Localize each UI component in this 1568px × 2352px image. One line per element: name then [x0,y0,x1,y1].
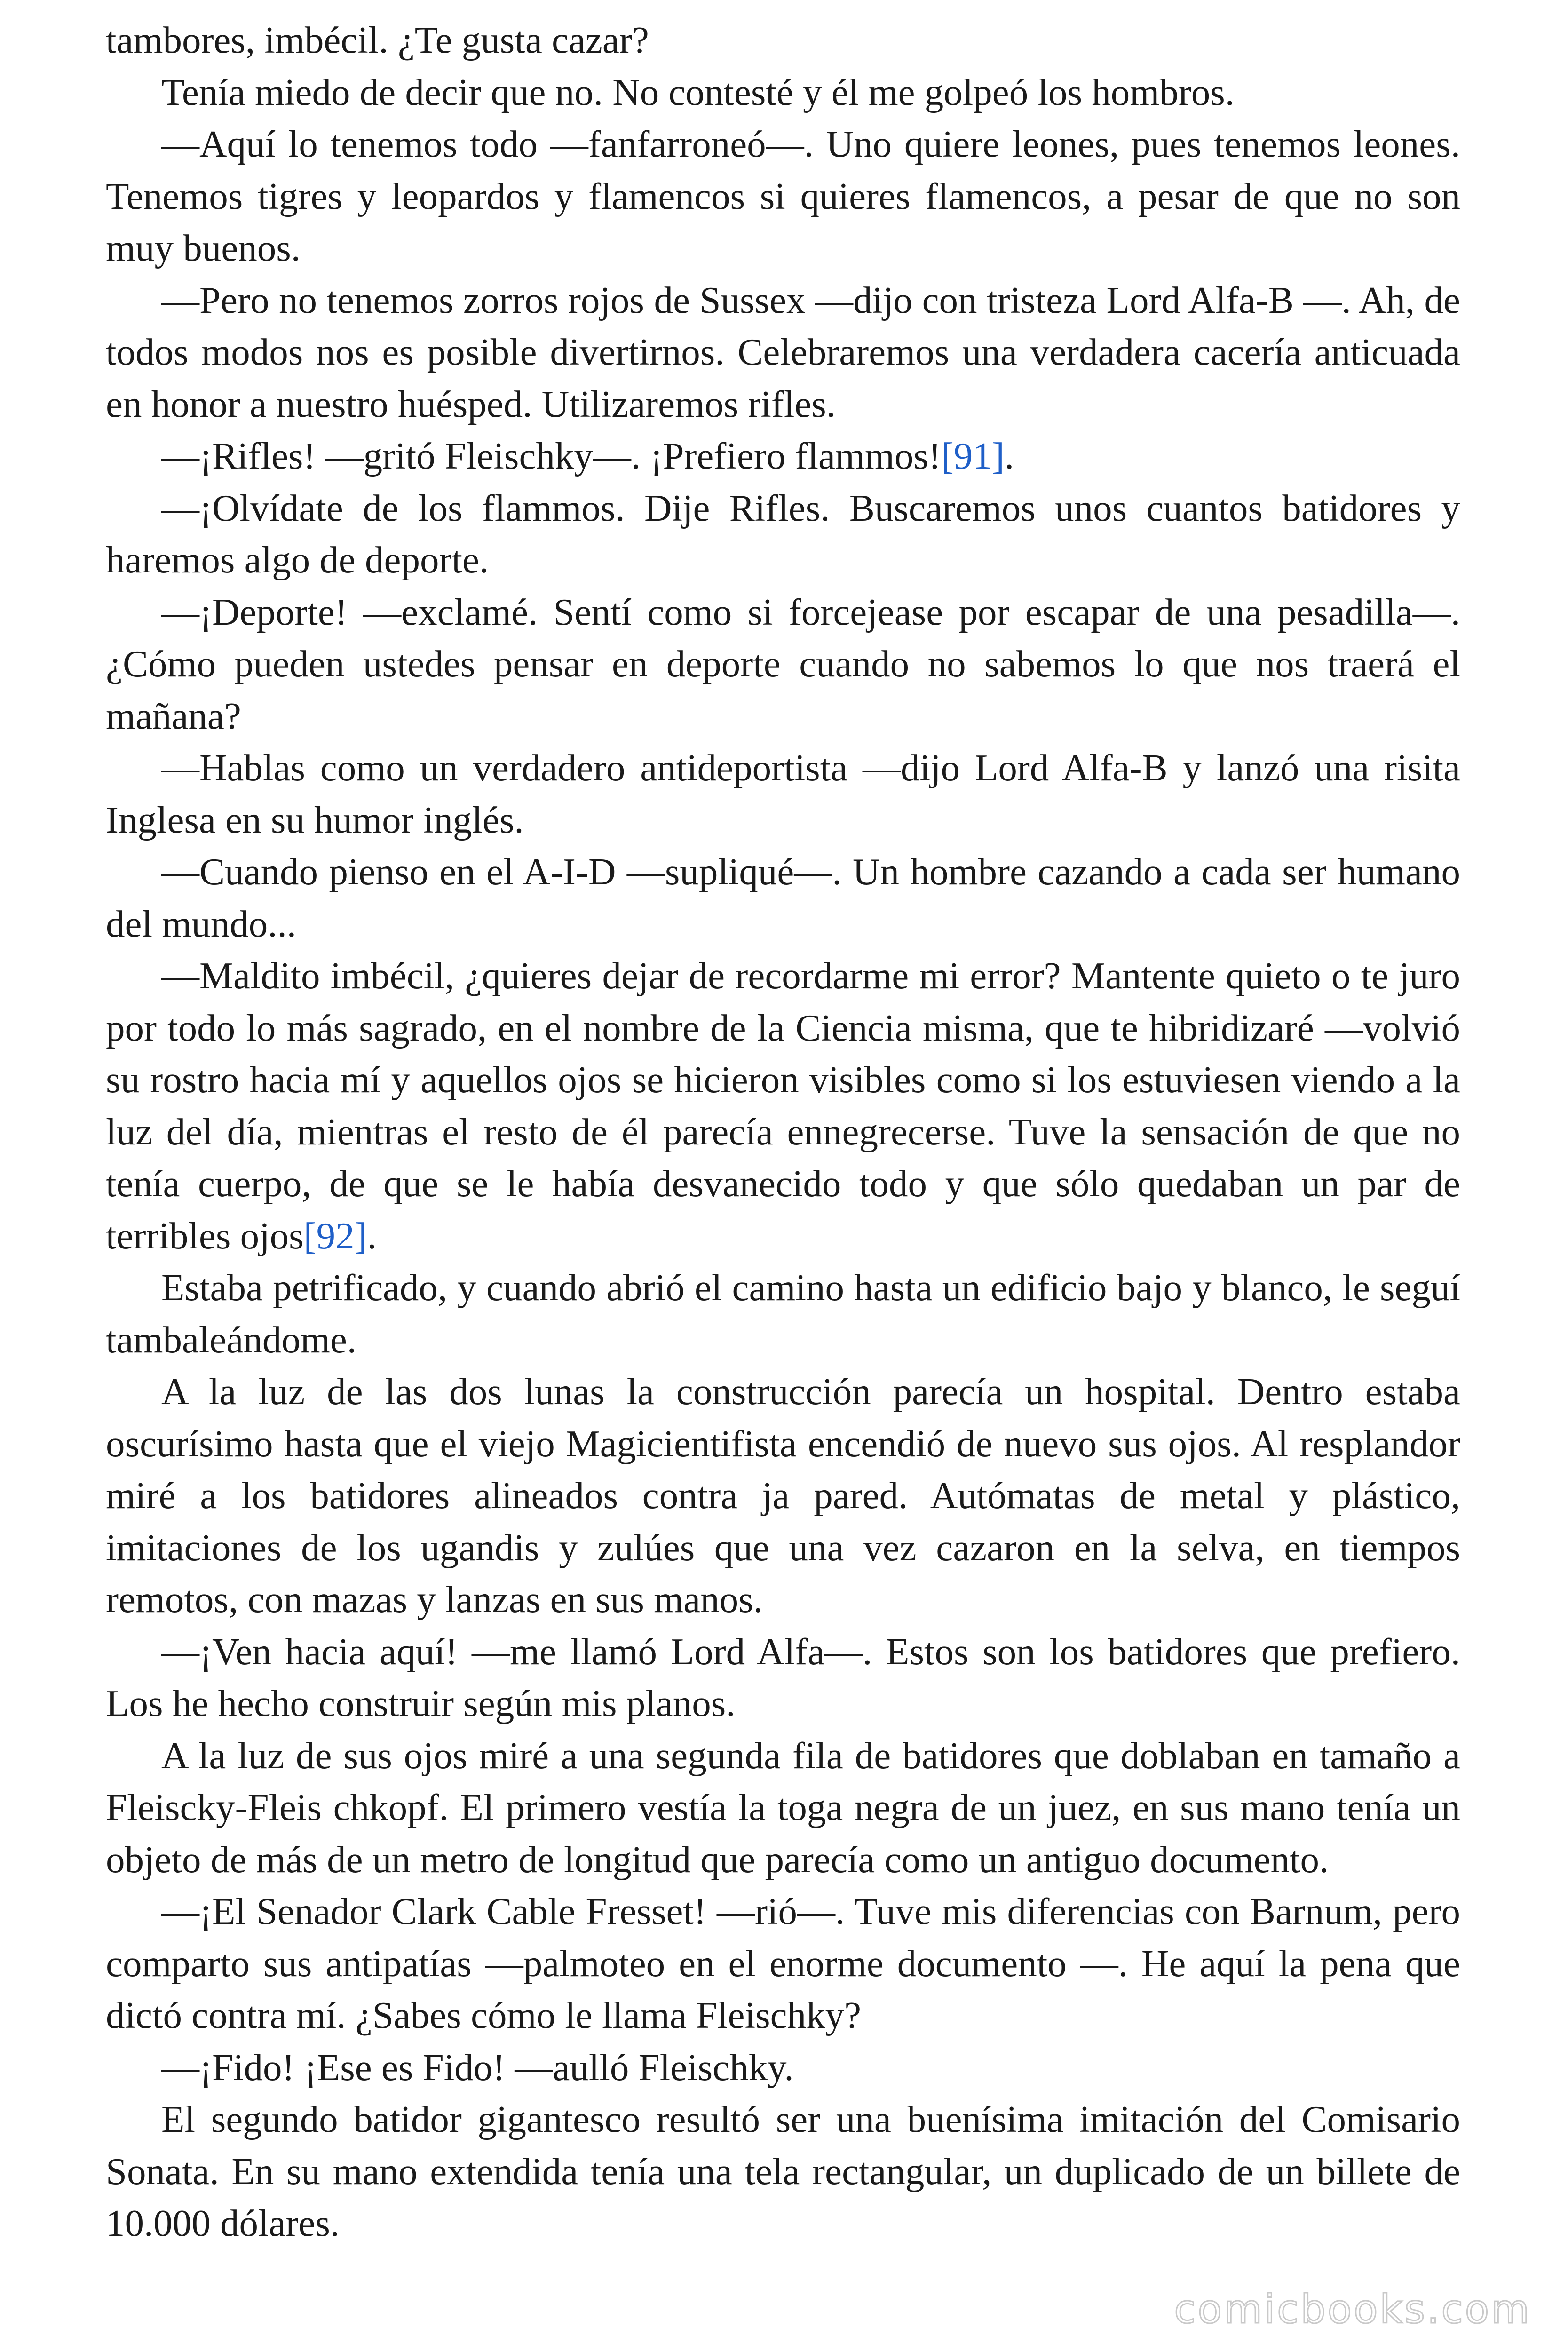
paragraph [106,1885,1460,2042]
paragraph-text: —Aquí lo tenemos todo —fanfarroneó—. Uno quiere leones, pues tenemos leones. Tenemos tigres y leopardos y flamencos si quieres flamencos, a pesar de que no son muy buenos. [106,123,1460,269]
paragraph [106,118,1460,274]
paragraph [106,2093,1460,2249]
paragraph [106,742,1460,846]
page-body [106,14,1460,2249]
paragraph-text: . [367,1214,377,1257]
paragraph-text: —¡Deporte! —exclamé. Sentí como si forcejease por escapar de una pesadilla—. ¿Cómo pueden ustedes pensar en deporte cuando no sabemos lo que nos traerá el mañana? [106,590,1460,737]
paragraph-text: El segundo batidor gigantesco resultó ser una buenísima imitación del Comisario Sonata. En su mano extendida tenía una tela rectangular, un duplicado de un billete de 10.000 dólares. [106,2098,1460,2244]
paragraph-text: —Maldito imbécil, ¿quieres dejar de recordarme mi error? Mantente quieto o te juro por todo lo más sagrado, en el nombre de la Ciencia misma, que te hibridizaré —volvió su rostro hacia mí y aquellos ojos se hicieron visibles como si los estuviesen viendo a la luz del día, mientras el resto de él parecía ennegrecerse. Tuve la sensación de que no tenía cuerpo, de que se le había desvanecido todo y que sólo quedaban un par de terribles ojos [106,954,1460,1257]
paragraph-text: Estaba petrificado, y cuando abrió el camino hasta un edificio bajo y blanco, le seguí tambaleándome. [106,1266,1460,1361]
paragraph [106,586,1460,742]
paragraph [106,1730,1460,1886]
paragraph-text: —Pero no tenemos zorros rojos de Sussex —dijo con tristeza Lord Alfa-B —. Ah, de todos modos nos es posible divertirnos. Celebraremos una verdadera cacería anticuada en honor a nuestro huésped. Utilizaremos rifles. [106,278,1460,425]
paragraph [106,2042,1460,2094]
paragraph [106,482,1460,586]
footnote-link[interactable]: [91] [941,435,1005,477]
paragraph-text: —Hablas como un verdadero antideportista —dijo Lord Alfa-B y lanzó una risita Inglesa en su humor inglés. [106,747,1460,841]
paragraph [106,846,1460,950]
paragraph [106,66,1460,119]
footnote-link[interactable]: [92] [303,1214,367,1257]
watermark-logo: comicbooks.com [1174,2286,1531,2332]
text-column [106,14,1460,2249]
paragraph [106,950,1460,1262]
paragraph-text: —¡Rifles! —gritó Fleischky—. ¡Prefiero flammos! [161,435,941,477]
paragraph-text: —¡Olvídate de los flammos. Dije Rifles. Buscaremos unos cuantos batidores y haremos algo de deporte. [106,486,1460,581]
paragraph-text: A la luz de las dos lunas la construcción parecía un hospital. Dentro estaba oscurísimo hasta que el viejo Magicientifista encendió de nuevo sus ojos. Al resplandor miré a los batidores alineados contra ja pared. Autómatas de metal y plástico, imitaciones de los ugandis y zulúes que una vez cazaron en la selva, en tiempos remotos, con mazas y lanzas en sus manos. [106,1370,1460,1621]
paragraph [106,14,1460,66]
paragraph [106,1626,1460,1730]
paragraph-text: . [1004,435,1014,477]
paragraph [106,430,1460,482]
paragraph-text: —Cuando pienso en el A-I-D —supliqué—. Un hombre cazando a cada ser humano del mundo... [106,850,1460,945]
paragraph-text: Tenía miedo de decir que no. No contesté y él me golpeó los hombros. [161,71,1235,113]
paragraph-text: tambores, imbécil. ¿Te gusta cazar? [106,19,649,61]
paragraph [106,274,1460,430]
paragraph-text: —¡El Senador Clark Cable Fresset! —rió—. Tuve mis diferencias con Barnum, pero comparto sus antipatías —palmoteo en el enorme documento —. He aquí la pena que dictó contra mí. ¿Sabes cómo le llama Fleischky? [106,1890,1460,2036]
paragraph-text: A la luz de sus ojos miré a una segunda fila de batidores que doblaban en tamaño a Fleiscky-Fleis chkopf. El primero vestía la toga negra de un juez, en sus mano tenía un objeto de más de un metro de longitud que parecía como un antiguo documento. [106,1734,1460,1881]
paragraph [106,1366,1460,1626]
paragraph-text: —¡Fido! ¡Ese es Fido! —aulló Fleischky. [161,2046,794,2089]
paragraph-text: —¡Ven hacia aquí! —me llamó Lord Alfa—. Estos son los batidores que prefiero. Los he hecho construir según mis planos. [106,1630,1460,1724]
paragraph [106,1262,1460,1366]
